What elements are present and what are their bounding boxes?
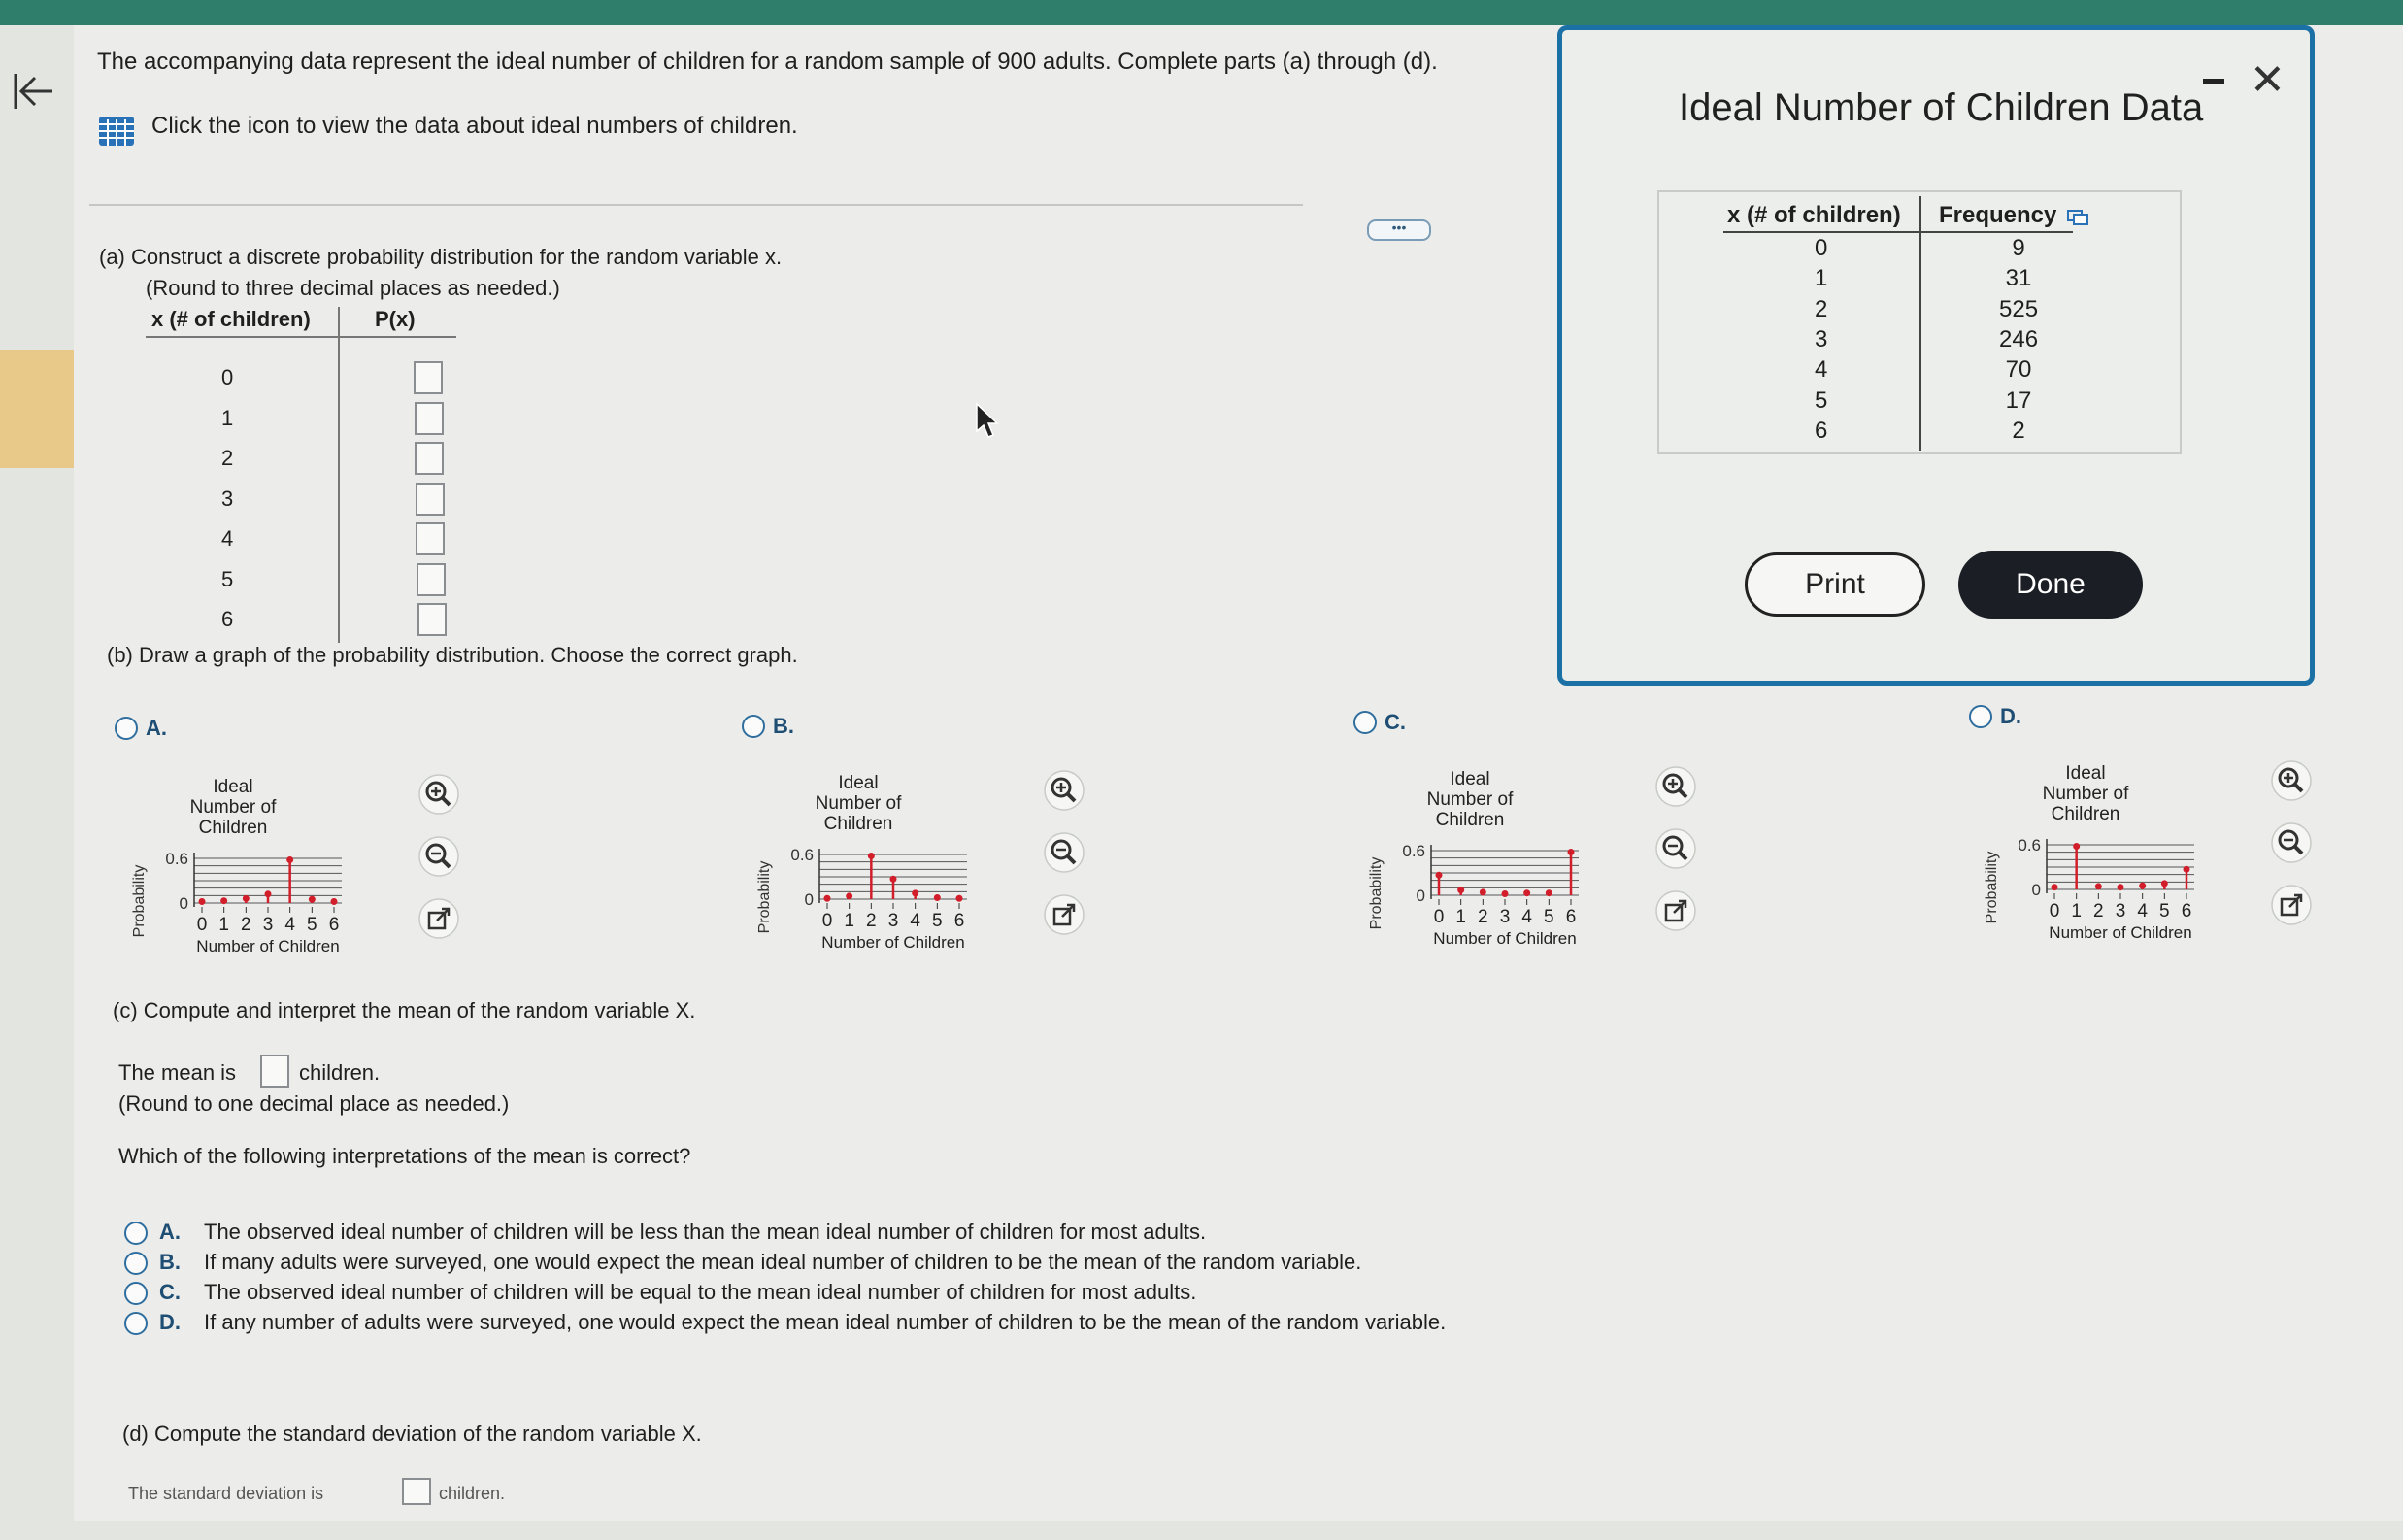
- sd-input[interactable]: [402, 1478, 431, 1505]
- graph-title-line: Number of: [189, 797, 277, 818]
- x-tick-label: 5: [2159, 901, 2170, 921]
- px-input[interactable]: [415, 402, 444, 435]
- mean-choice-letter: C.: [159, 1280, 181, 1304]
- data-link[interactable]: Click the icon to view the data about ideal numbers of children.: [151, 113, 798, 139]
- x-tick-label: 1: [2071, 901, 2082, 921]
- minimize-icon[interactable]: [2203, 79, 2224, 84]
- mean-label: The mean is: [118, 1060, 237, 1085]
- y-axis-label: Probability: [131, 864, 148, 938]
- x-tick-label: 6: [2181, 901, 2192, 921]
- probability-point: [220, 897, 227, 904]
- probability-point: [309, 896, 316, 903]
- probability-graph: [122, 773, 414, 987]
- x-tick-label: 2: [1478, 907, 1488, 927]
- freq-column-rule: [1919, 196, 1921, 451]
- graph-title-line: Children: [823, 814, 893, 834]
- close-icon[interactable]: ✕: [2250, 56, 2286, 104]
- freq-value: 31: [2005, 265, 2032, 292]
- table-header-rule: [146, 336, 456, 338]
- col-x-header: x (# of children): [151, 307, 311, 331]
- freq-header-rule: [1723, 231, 2073, 233]
- y-axis-label: Probability: [756, 860, 773, 934]
- x-tick-label: 5: [932, 911, 943, 931]
- mean-choice-letter: A.: [159, 1220, 181, 1244]
- freq-x: 4: [1815, 356, 1828, 384]
- graph-title-line: Ideal: [213, 777, 253, 797]
- graph-title-line: Number of: [2042, 784, 2129, 804]
- probability-point: [199, 898, 206, 905]
- x-tick-label: 3: [887, 911, 899, 931]
- dist-row-x: 2: [221, 446, 234, 470]
- freq-value: 2: [2012, 417, 2025, 444]
- y-tick-label: 0: [1416, 887, 1425, 905]
- x-tick-label: 3: [2115, 901, 2126, 921]
- graph-option-radio[interactable]: [1969, 705, 1992, 728]
- mean-unit: children.: [299, 1060, 381, 1085]
- graph-title-line: Children: [1435, 810, 1505, 830]
- question-marker: [0, 350, 74, 468]
- x-tick-label: 4: [1521, 907, 1532, 927]
- y-axis-label: Probability: [1368, 856, 1385, 930]
- graph-title-line: Number of: [815, 793, 902, 814]
- mean-choice-text: The observed ideal number of children will be less than the mean ideal number of children for most adults.: [204, 1220, 1207, 1244]
- graph-svg: [1975, 759, 2266, 973]
- mean-choice-text: If any number of adults were surveyed, one would expect the mean ideal number of children to be the mean of the random variable.: [204, 1310, 1447, 1334]
- graph-option-letter: B.: [773, 714, 794, 738]
- part-b-prompt: (b) Draw a graph of the probability distribution. Choose the correct graph.: [107, 643, 798, 667]
- probability-point: [1457, 887, 1464, 893]
- open-graph-icon[interactable]: [417, 897, 460, 940]
- graph-option-radio[interactable]: [742, 715, 765, 738]
- freq-col-x-header: x (# of children): [1727, 202, 1901, 228]
- zoom-in-icon[interactable]: [1043, 769, 1085, 812]
- mean-choice-radio[interactable]: [124, 1312, 148, 1335]
- graph-option-letter: C.: [1385, 710, 1406, 734]
- y-tick-label: 0: [179, 894, 188, 913]
- dist-row-x: 0: [221, 365, 234, 389]
- print-button[interactable]: Print: [1745, 552, 1925, 617]
- x-tick-label: 2: [241, 915, 251, 935]
- frequency-table: [1657, 190, 2182, 454]
- open-graph-icon[interactable]: [2270, 884, 2313, 926]
- section-divider: [89, 204, 1303, 206]
- probability-point: [1568, 849, 1575, 855]
- graph-option-radio[interactable]: [1353, 711, 1377, 734]
- x-tick-label: 5: [307, 915, 317, 935]
- freq-x: 5: [1815, 386, 1828, 414]
- probability-point: [1436, 872, 1443, 879]
- probability-point: [2052, 884, 2058, 890]
- mean-choice-radio[interactable]: [124, 1252, 148, 1275]
- graph-option-letter: A.: [146, 716, 167, 740]
- probability-point: [2095, 883, 2102, 889]
- part-d-prompt: (d) Compute the standard deviation of the random variable X.: [122, 1422, 702, 1446]
- x-tick-label: 6: [328, 915, 340, 935]
- intro-text: The accompanying data represent the ideal number of children for a random sample of 900 adults. Complete parts (a) through (d).: [97, 49, 1438, 75]
- copy-icon[interactable]: [2067, 210, 2088, 225]
- x-tick-label: 3: [262, 915, 274, 935]
- sd-label: The standard deviation is: [128, 1484, 324, 1503]
- col-p-header: P(x): [375, 307, 416, 331]
- px-input[interactable]: [416, 522, 445, 555]
- zoom-out-icon[interactable]: [2270, 821, 2313, 864]
- px-input[interactable]: [414, 361, 443, 394]
- probability-graph: [1359, 765, 1651, 979]
- dist-row-x: 4: [221, 526, 234, 551]
- x-tick-label: 5: [1544, 907, 1554, 927]
- graph-title-line: Ideal: [2065, 763, 2106, 784]
- graph-svg: [1359, 765, 1651, 979]
- x-tick-label: 0: [821, 911, 833, 931]
- mean-choice-text: The observed ideal number of children will be equal to the mean ideal number of children for most adults.: [204, 1280, 1197, 1304]
- done-button[interactable]: Done: [1958, 551, 2143, 619]
- freq-value: 9: [2012, 235, 2025, 261]
- probability-point: [1502, 890, 1509, 897]
- graph-title-line: Children: [2051, 804, 2120, 824]
- x-tick-label: 4: [284, 915, 295, 935]
- x-tick-label: 2: [866, 911, 877, 931]
- top-bar: [0, 0, 2403, 25]
- probability-point: [824, 895, 831, 902]
- zoom-out-icon[interactable]: [1654, 827, 1697, 870]
- probability-point: [265, 890, 272, 897]
- probability-point: [2161, 880, 2168, 887]
- probability-point: [331, 898, 338, 905]
- freq-x: 6: [1815, 417, 1828, 444]
- px-input[interactable]: [416, 483, 445, 516]
- probability-point: [846, 892, 852, 899]
- more-button[interactable]: •••: [1367, 219, 1431, 241]
- mean-choice-radio[interactable]: [124, 1222, 148, 1245]
- probability-point: [2118, 884, 2124, 890]
- part-c-prompt: (c) Compute and interpret the mean of the random variable X.: [113, 998, 696, 1022]
- graph-option-letter: D.: [2000, 704, 2021, 728]
- freq-value: 17: [2005, 386, 2032, 414]
- probability-point: [2073, 843, 2080, 850]
- probability-point: [243, 895, 250, 902]
- probability-graph: [748, 769, 1039, 983]
- x-tick-label: 3: [1499, 907, 1511, 927]
- probability-point: [2184, 866, 2190, 873]
- x-tick-label: 1: [1455, 907, 1466, 927]
- freq-x: 3: [1815, 325, 1828, 352]
- mouse-cursor-icon: [975, 402, 1000, 441]
- probability-point: [2139, 883, 2146, 889]
- x-tick-label: 0: [2049, 901, 2060, 921]
- y-tick-label: 0.6: [790, 846, 814, 864]
- mean-choice-letter: B.: [159, 1250, 181, 1274]
- mean-choice-text: If many adults were surveyed, one would expect the mean ideal number of children to be the mean of the random variable.: [204, 1250, 1362, 1274]
- probability-point: [934, 894, 941, 901]
- freq-value: 246: [1999, 325, 2039, 352]
- px-input[interactable]: [417, 603, 447, 636]
- x-tick-label: 4: [910, 911, 920, 931]
- table-column-rule: [338, 307, 340, 643]
- x-tick-label: 6: [953, 911, 965, 931]
- freq-x: 0: [1815, 235, 1828, 261]
- x-tick-label: 6: [1565, 907, 1577, 927]
- part-c-question: Which of the following interpretations of the mean is correct?: [118, 1144, 691, 1168]
- dist-row-x: 3: [221, 485, 234, 511]
- px-input[interactable]: [417, 563, 446, 596]
- probability-point: [890, 876, 897, 883]
- dist-row-x: 1: [221, 405, 234, 430]
- probability-point: [1480, 888, 1486, 895]
- data-popup: [1557, 25, 2315, 686]
- x-tick-label: 0: [196, 915, 208, 935]
- probability-point: [1546, 889, 1552, 896]
- open-graph-icon[interactable]: [1043, 893, 1085, 936]
- y-tick-label: 0.6: [165, 850, 188, 868]
- x-tick-label: 4: [2137, 901, 2148, 921]
- graph-svg: [748, 769, 1039, 983]
- part-a-prompt: (a) Construct a discrete probability distribution for the random variable x.: [99, 245, 783, 269]
- freq-x: 2: [1815, 295, 1828, 322]
- part-c-rounding: (Round to one decimal place as needed.): [118, 1091, 510, 1116]
- probability-graph: [1975, 759, 2266, 973]
- x-tick-label: 1: [218, 915, 229, 935]
- y-tick-label: 0: [804, 890, 814, 909]
- zoom-in-icon[interactable]: [417, 773, 460, 816]
- graph-option-radio[interactable]: [115, 717, 138, 740]
- x-tick-label: 1: [844, 911, 854, 931]
- freq-x: 1: [1815, 265, 1828, 292]
- zoom-out-icon[interactable]: [417, 835, 460, 878]
- probability-point: [1523, 889, 1530, 896]
- popup-title: Ideal Number of Children Data: [1679, 86, 2204, 129]
- x-axis-label: Number of Children: [1433, 929, 1577, 948]
- graph-title-line: Ideal: [1450, 769, 1490, 789]
- zoom-in-icon[interactable]: [1654, 765, 1697, 808]
- x-axis-label: Number of Children: [821, 933, 965, 952]
- part-a-rounding: (Round to three decimal places as needed.): [146, 276, 560, 300]
- graph-title-line: Children: [198, 818, 268, 838]
- dist-row-x: 6: [221, 607, 234, 631]
- probability-point: [868, 853, 875, 859]
- y-tick-label: 0.6: [1402, 842, 1425, 860]
- data-table-icon[interactable]: [99, 117, 134, 146]
- freq-col-f-header: Frequency: [1939, 202, 2057, 228]
- dist-row-x: 5: [221, 566, 234, 591]
- mean-choice-radio[interactable]: [124, 1282, 148, 1305]
- x-tick-label: 2: [2093, 901, 2104, 921]
- graph-title-line: Number of: [1426, 789, 1514, 810]
- y-tick-label: 0.6: [2018, 836, 2041, 854]
- x-tick-label: 0: [1433, 907, 1445, 927]
- zoom-out-icon[interactable]: [1043, 831, 1085, 874]
- probability-point: [286, 856, 293, 863]
- sd-unit: children.: [439, 1484, 506, 1503]
- x-axis-label: Number of Children: [2049, 923, 2192, 942]
- mean-choice-letter: D.: [159, 1310, 181, 1334]
- graph-title-line: Ideal: [838, 773, 879, 793]
- probability-point: [956, 895, 963, 902]
- freq-value: 70: [2005, 356, 2032, 384]
- mean-input[interactable]: [260, 1055, 289, 1088]
- freq-value: 525: [1999, 295, 2039, 322]
- back-arrow-icon[interactable]: [10, 68, 56, 115]
- x-axis-label: Number of Children: [196, 937, 340, 955]
- y-tick-label: 0: [2031, 881, 2041, 899]
- open-graph-icon[interactable]: [1654, 889, 1697, 932]
- graph-svg: [122, 773, 414, 987]
- probability-point: [912, 889, 918, 896]
- zoom-in-icon[interactable]: [2270, 759, 2313, 802]
- y-axis-label: Probability: [1984, 851, 2000, 924]
- px-input[interactable]: [415, 442, 444, 475]
